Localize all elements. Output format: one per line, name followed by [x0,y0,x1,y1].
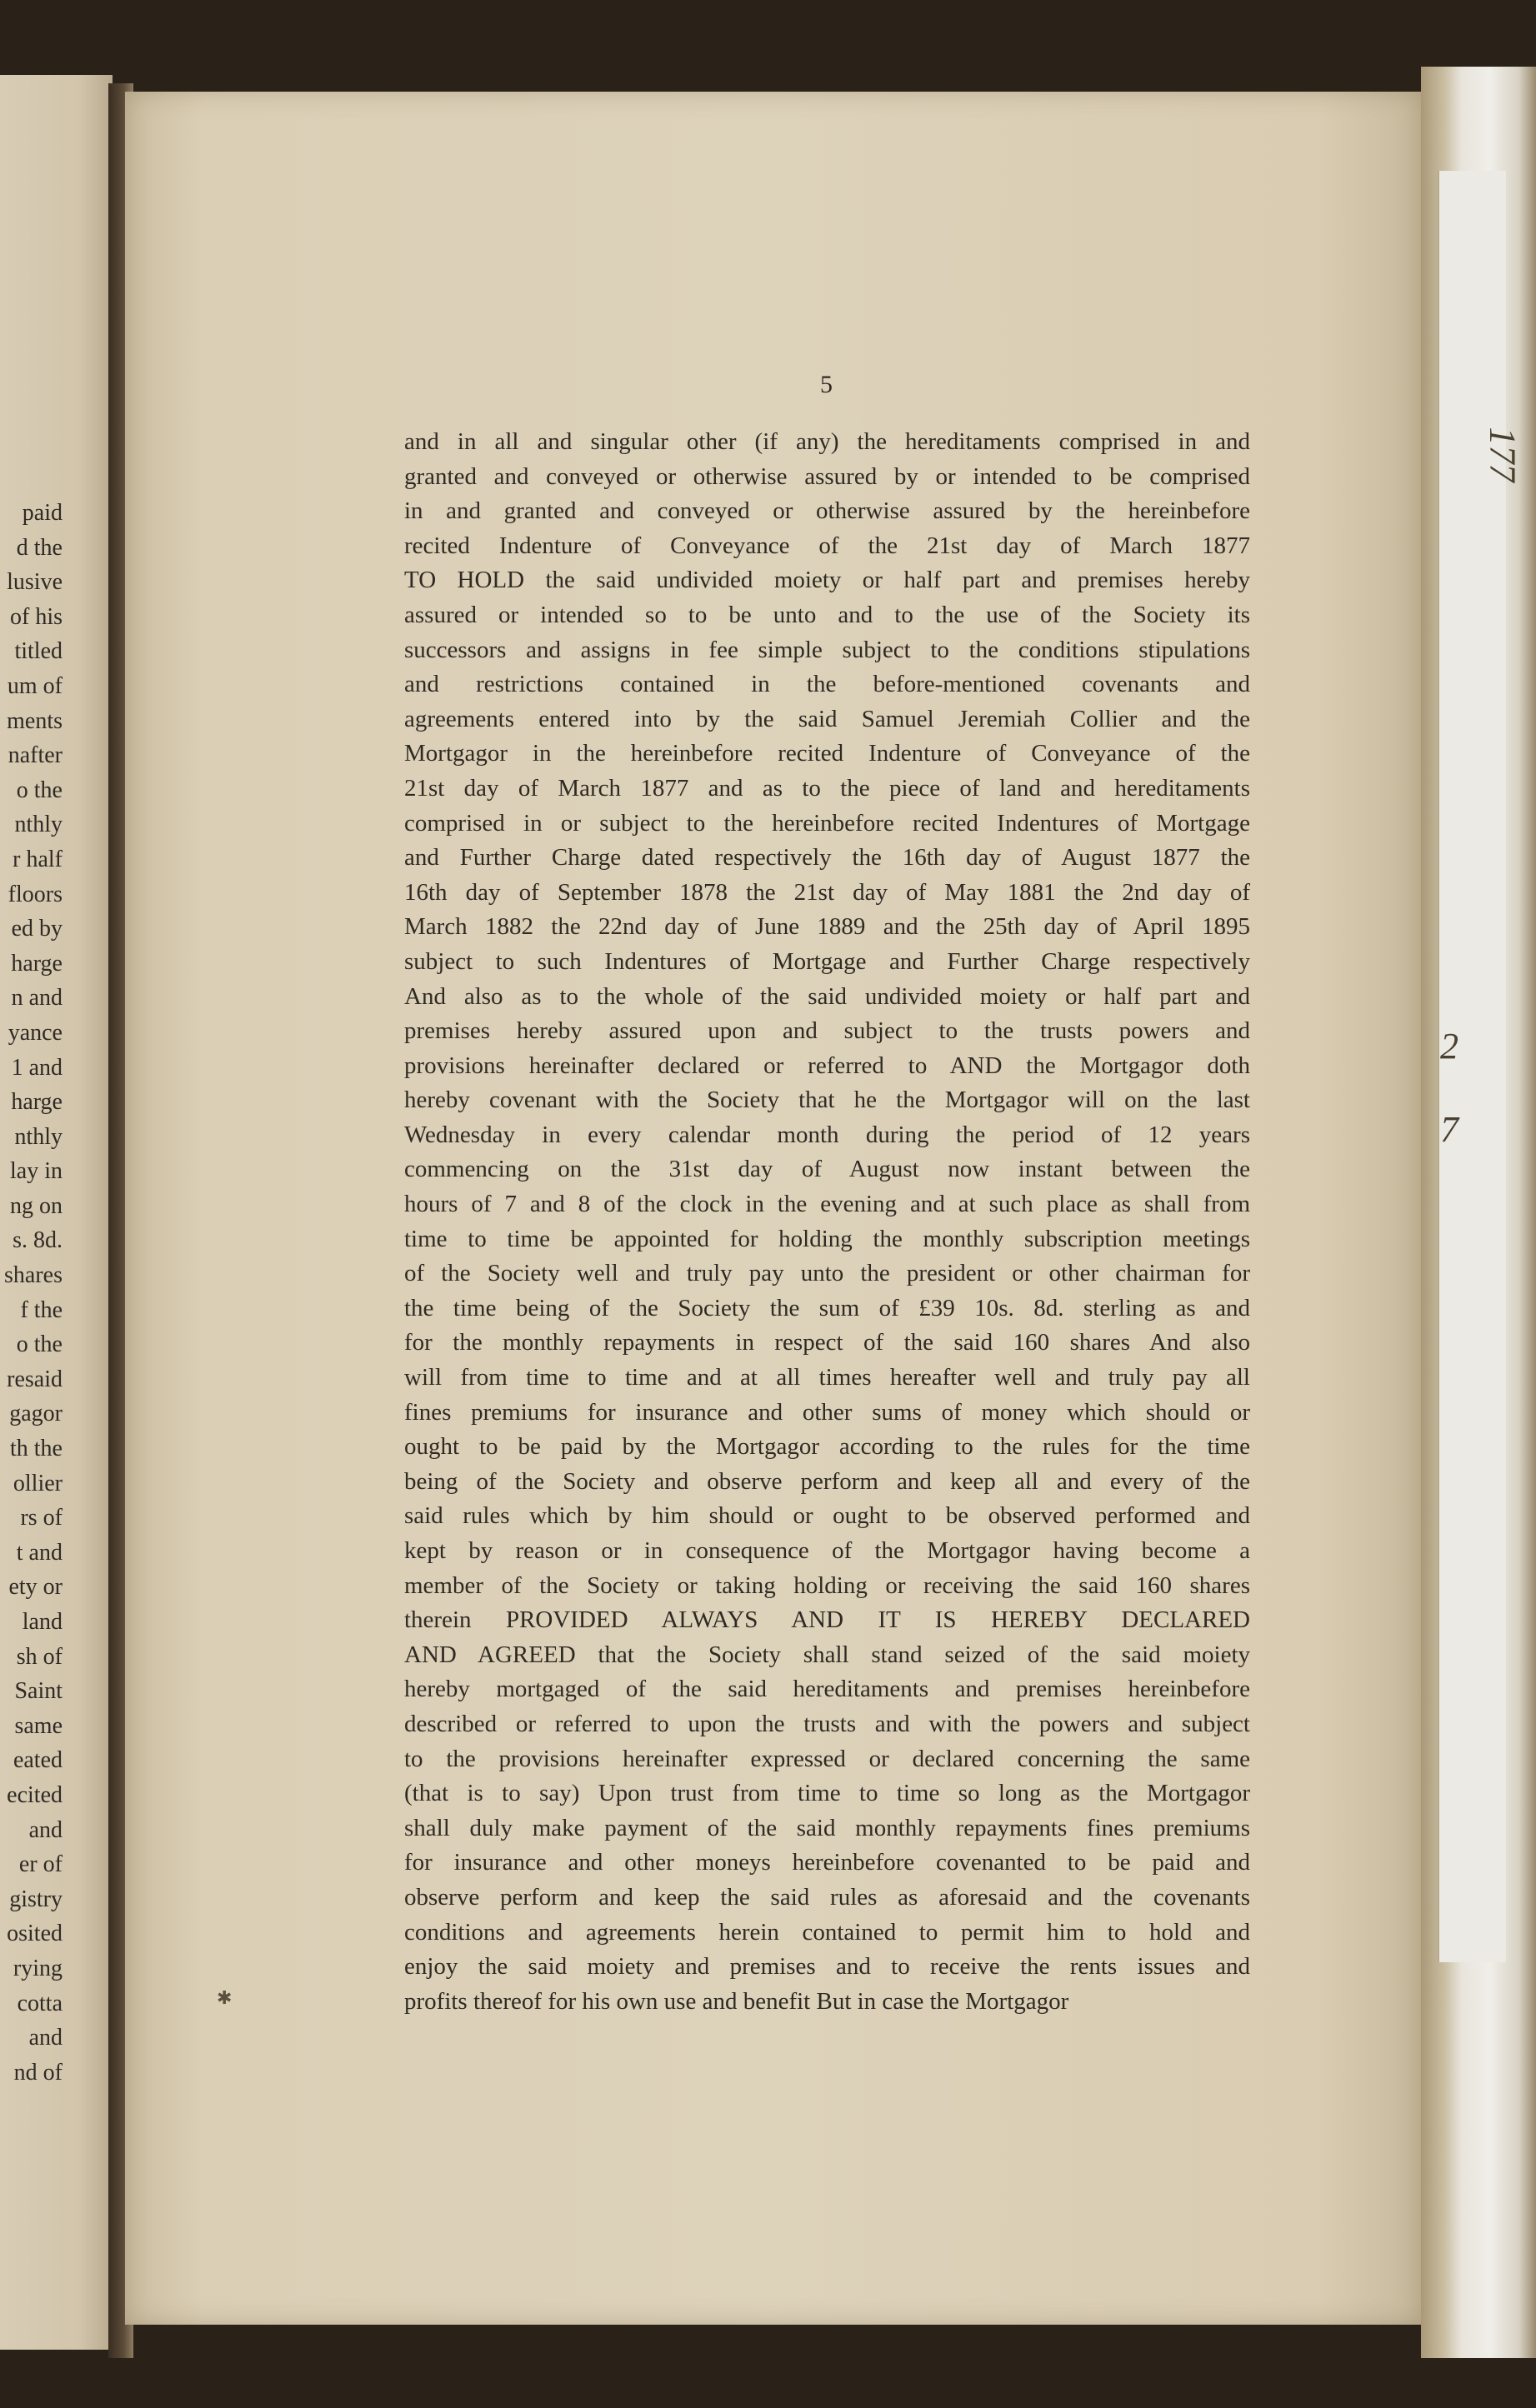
text-line: time to time be appointed for holding the monthly subscription meetings [404,1225,1250,1252]
text-line: hereby mortgaged of the said hereditaments and premises hereinbefore [404,1676,1250,1703]
text-line: TO HOLD the said undivided moiety or half part and premises hereby [404,567,1250,594]
page-number: 5 [820,371,833,398]
text-line: said rules which by him should or ought to be observed performed and [404,1502,1250,1530]
left-margin-fragment: th the [10,1436,63,1462]
text-line: 21st day of March 1877 and as to the piece of land and hereditaments [404,774,1250,802]
text-line: subject to such Indentures of Mortgage and Further Charge respectively [404,947,1250,975]
text-line: And also as to the whole of the said undivided moiety or half part and [404,982,1250,1010]
right-edge-handwriting-2: 2 [1440,1026,1458,1067]
text-line: to the provisions hereinafter expressed or declared concerning the same [404,1745,1250,1772]
text-line: recited Indenture of Conveyance of the 21st day of March 1877 [404,532,1250,559]
text-line: March 1882 the 22nd day of June 1889 and the 25th day of April 1895 [404,913,1250,941]
text-line: agreements entered into by the said Samuel Jeremiah Collier and the [404,705,1250,732]
text-line: provisions hereinafter declared or referred to AND the Mortgagor doth [404,1052,1250,1079]
left-margin-fragment: o the [16,1331,63,1358]
text-line: successors and assigns in fee simple subject to the conditions stipulations [404,636,1250,663]
text-line: premises hereby assured upon and subject to the trusts powers and [404,1017,1250,1045]
text-line: of the Society well and truly pay unto the president or other chairman for [404,1260,1250,1287]
paper-blemish: ✱ [217,1987,233,2008]
left-margin-fragment: nthly [14,812,63,838]
left-margin-fragment: ollier [13,1470,63,1496]
left-facing-page [0,75,113,2350]
left-margin-fragment: cotta [17,1990,63,2016]
left-margin-fragment: Saint [14,1678,63,1705]
text-line: comprised in or subject to the hereinbefore recited Indentures of Mortgage [404,809,1250,837]
text-line: hereby covenant with the Society that he the Mortgagor will on the last [404,1087,1250,1114]
left-margin-fragment: nafter [8,742,63,769]
left-page-text-fragments [0,496,63,2090]
text-line: described or referred to upon the trusts and with the powers and subject [404,1710,1250,1737]
left-margin-fragment: titled [14,638,63,665]
left-margin-fragment: nd of [13,2059,63,2086]
left-margin-fragment: ecited [7,1781,63,1808]
left-margin-fragment: s. 8d. [13,1227,63,1254]
text-line: enjoy the said moiety and premises and to receive the rents issues and [404,1953,1250,1981]
left-margin-fragment: shares [4,1262,63,1289]
text-line: granted and conveyed or otherwise assured by or intended to be comprised [404,462,1250,490]
text-line: ought to be paid by the Mortgagor according to the rules for the time [404,1433,1250,1461]
text-line: (that is to say) Upon trust from time to time so long as the Mortgagor [404,1780,1250,1807]
text-line: hours of 7 and 8 of the clock in the evening and at such place as shall from [404,1191,1250,1218]
text-line: fines premiums for insurance and other sums of money which should or [404,1398,1250,1426]
text-line: being of the Society and observe perform and keep all and every of the [404,1467,1250,1495]
text-line: Mortgagor in the hereinbefore recited Indenture of Conveyance of the [404,740,1250,767]
left-margin-fragment: sh of [16,1643,63,1670]
document-body-text [404,425,1250,2019]
left-margin-fragment: gagor [9,1401,63,1427]
left-margin-fragment: osited [7,1921,63,1947]
text-line: member of the Society or taking holding or receiving the said 160 shares [404,1571,1250,1599]
left-margin-fragment: d the [16,534,63,561]
left-margin-fragment: lusive [7,569,63,596]
text-line: observe perform and keep the said rules as aforesaid and the covenants [404,1883,1250,1911]
left-margin-fragment: harge [11,1089,63,1116]
left-margin-fragment: f the [20,1296,63,1323]
text-line: assured or intended so to be unto and to the use of the Society its [404,601,1250,628]
right-edge-handwriting-1: 177 [1482,427,1523,482]
text-line: kept by reason or in consequence of the Mortgagor having become a [404,1537,1250,1564]
text-line: shall duly make payment of the said monthly repayments fines premiums [404,1814,1250,1841]
text-line: for insurance and other moneys hereinbefore covenanted to be paid and [404,1849,1250,1876]
text-line: 16th day of September 1878 the 21st day of May 1881 the 2nd day of [404,878,1250,906]
left-margin-fragment: land [22,1609,63,1635]
left-margin-fragment: same [14,1712,63,1739]
left-margin-fragment: gistry [9,1886,63,1912]
text-line: conditions and agreements herein contained to permit him to hold and [404,1918,1250,1946]
left-margin-fragment: r half [13,846,63,872]
text-line: therein PROVIDED ALWAYS AND IT IS HEREBY DECLARED [404,1606,1250,1634]
text-line: for the monthly repayments in respect of the said 160 shares And also [404,1329,1250,1356]
left-margin-fragment: t and [16,1539,63,1566]
text-line: in and granted and conveyed or otherwise assured by the hereinbefore [404,497,1250,525]
left-margin-fragment: um of [7,672,63,699]
left-margin-fragment: nthly [14,1123,63,1150]
left-margin-fragment: and [28,2025,63,2051]
right-edge-handwriting-3: 7 [1440,1109,1458,1150]
left-margin-fragment: o the [16,777,63,803]
left-margin-fragment: eated [13,1747,63,1774]
text-line: the time being of the Society the sum of £39 10s. 8d. sterling as and [404,1294,1250,1321]
left-margin-fragment: 1 and [11,1054,63,1081]
text-line: commencing on the 31st day of August now instant between the [404,1156,1250,1183]
left-margin-fragment: rs of [20,1505,63,1531]
left-margin-fragment: paid [22,500,63,526]
left-margin-fragment: ety or [8,1574,63,1601]
left-margin-fragment: resaid [7,1366,63,1392]
text-line: and in all and singular other (if any) the hereditaments comprised in and [404,428,1250,455]
text-line: and restrictions contained in the before-mentioned covenants and [404,671,1250,698]
left-margin-fragment: ments [7,707,63,734]
left-margin-fragment: n and [11,985,63,1012]
left-margin-fragment: and [28,1816,63,1843]
text-line: and Further Charge dated respectively the 16th day of August 1877 the [404,844,1250,872]
left-margin-fragment: harge [11,950,63,977]
left-margin-fragment: ng on [10,1192,63,1219]
left-margin-fragment: floors [8,881,63,907]
text-line: AND AGREED that the Society shall stand seized of the said moiety [404,1641,1250,1668]
text-line: will from time to time and at all times hereafter well and truly pay all [404,1364,1250,1391]
left-margin-fragment: rying [13,1955,63,1981]
left-margin-fragment: ed by [11,916,63,942]
left-margin-fragment: lay in [10,1158,63,1185]
text-line: Wednesday in every calendar month during the period of 12 years [404,1121,1250,1148]
text-line: profits thereof for his own use and benefit But in case the Mortgagor [404,1987,1069,2015]
left-margin-fragment: er of [18,1851,63,1878]
left-margin-fragment: of his [10,603,63,630]
left-margin-fragment: yance [8,1019,63,1046]
